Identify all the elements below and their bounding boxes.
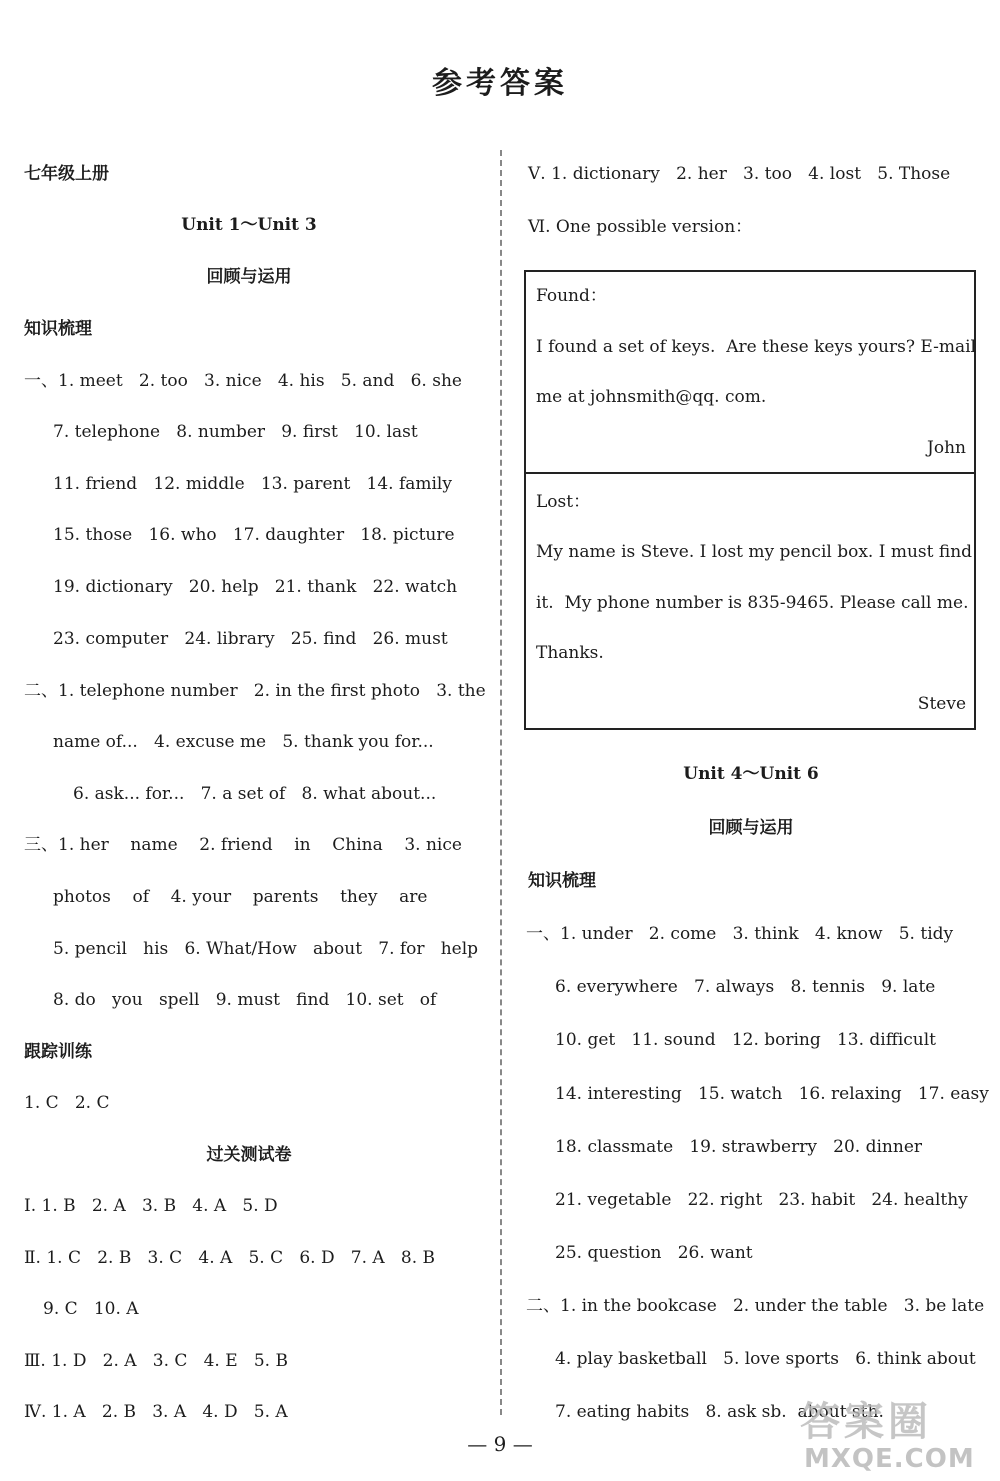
lost-text-line: it. My phone number is 835-9465. Please call me. xyxy=(536,593,969,613)
left-s2-line: 6. ask... for... 7. a set of 8. what about... xyxy=(73,784,437,804)
test-line: Ⅱ. 1. C 2. B 3. C 4. A 5. C 6. D 7. A 8. B xyxy=(24,1248,436,1268)
test-line: 9. C 10. A xyxy=(43,1299,139,1319)
found-text-line: me at johnsmith@qq. com. xyxy=(536,387,767,407)
knowledge-title-left: 知识梳理 xyxy=(24,319,92,339)
left-s1-line: 15. those 16. who 17. daughter 18. picture xyxy=(53,525,455,545)
lost-text-line: My name is Steve. I lost my pencil box. I must find xyxy=(536,542,973,562)
left-s1-line: 11. friend 12. middle 13. parent 14. family xyxy=(53,474,452,494)
left-s2-line: name of... 4. excuse me 5. thank you for... xyxy=(53,732,434,752)
section-vi-heading: Ⅵ. One possible version： xyxy=(528,217,753,237)
review-title-left: 回顾与运用 xyxy=(206,267,292,287)
grade-heading: 七年级上册 xyxy=(24,164,109,184)
left-s1-line: 一、1. meet 2. too 3. nice 4. his 5. and 6. she xyxy=(24,371,462,391)
page-title: 参考答案 xyxy=(432,66,568,101)
found-label: Found： xyxy=(536,286,607,306)
right-s2-line: 7. eating habits 8. ask sb. about sth. xyxy=(555,1402,884,1422)
left-s3-line: 8. do you spell 9. must find 10. set of xyxy=(53,990,437,1010)
watermark-bottom-text: MXQE.COM xyxy=(804,1444,975,1474)
review-title-right: 回顾与运用 xyxy=(708,818,794,838)
right-s1-line: 14. interesting 15. watch 16. relaxing 17. easy xyxy=(555,1084,989,1104)
tracking-answers: 1. C 2. C xyxy=(24,1093,110,1113)
left-s3-line: 5. pencil his 6. What/How about 7. for help xyxy=(53,939,479,959)
right-s1-line: 25. question 26. want xyxy=(555,1243,753,1263)
tracking-title: 跟踪训练 xyxy=(24,1042,92,1062)
unit-title-right: Unit 4～Unit 6 xyxy=(683,764,819,784)
right-s2-line: 二、1. in the bookcase 2. under the table 3. be late xyxy=(526,1296,985,1316)
section-v-answers: Ⅴ. 1. dictionary 2. her 3. too 4. lost 5. Those xyxy=(528,164,951,184)
test-title: 过关测试卷 xyxy=(206,1145,292,1165)
test-line: Ⅰ. 1. B 2. A 3. B 4. A 5. D xyxy=(24,1196,278,1216)
lost-label: Lost： xyxy=(536,492,591,512)
left-s1-line: 23. computer 24. library 25. find 26. must xyxy=(53,629,448,649)
unit-title-left: Unit 1～Unit 3 xyxy=(181,215,317,235)
left-s1-line: 19. dictionary 20. help 21. thank 22. watch xyxy=(53,577,458,597)
left-s2-line: 二、1. telephone number 2. in the first photo 3. the xyxy=(24,681,486,701)
lost-signature: Steve xyxy=(917,694,966,714)
found-text-line: I found a set of keys. Are these keys yours? E-mail xyxy=(536,337,976,357)
lost-text-line: Thanks. xyxy=(536,643,604,663)
page-number: — 9 — xyxy=(467,1432,533,1456)
box-separator xyxy=(526,472,974,474)
left-s3-line: 三、1. her name 2. friend in China 3. nice xyxy=(24,835,462,855)
writing-sample-box xyxy=(524,270,976,730)
site-watermark xyxy=(790,1390,995,1478)
left-s3-line: photos of 4. your parents they are xyxy=(53,887,428,907)
right-s1-line: 18. classmate 19. strawberry 20. dinner xyxy=(555,1137,923,1157)
watermark-top-text: 答案圈 xyxy=(800,1399,932,1445)
found-signature: John xyxy=(927,438,966,458)
right-s1-line: 10. get 11. sound 12. boring 13. difficult xyxy=(555,1030,936,1050)
right-s2-line: 4. play basketball 5. love sports 6. think about xyxy=(555,1349,976,1369)
knowledge-title-right: 知识梳理 xyxy=(528,871,596,891)
test-line: Ⅲ. 1. D 2. A 3. C 4. E 5. B xyxy=(24,1351,288,1371)
right-s1-line: 21. vegetable 22. right 23. habit 24. healthy xyxy=(555,1190,968,1210)
left-s1-line: 7. telephone 8. number 9. first 10. last xyxy=(53,422,418,442)
right-s1-line: 6. everywhere 7. always 8. tennis 9. late xyxy=(555,977,936,997)
right-s1-line: 一、1. under 2. come 3. think 4. know 5. tidy xyxy=(526,924,954,944)
test-line: Ⅳ. 1. A 2. B 3. A 4. D 5. A xyxy=(24,1402,288,1422)
